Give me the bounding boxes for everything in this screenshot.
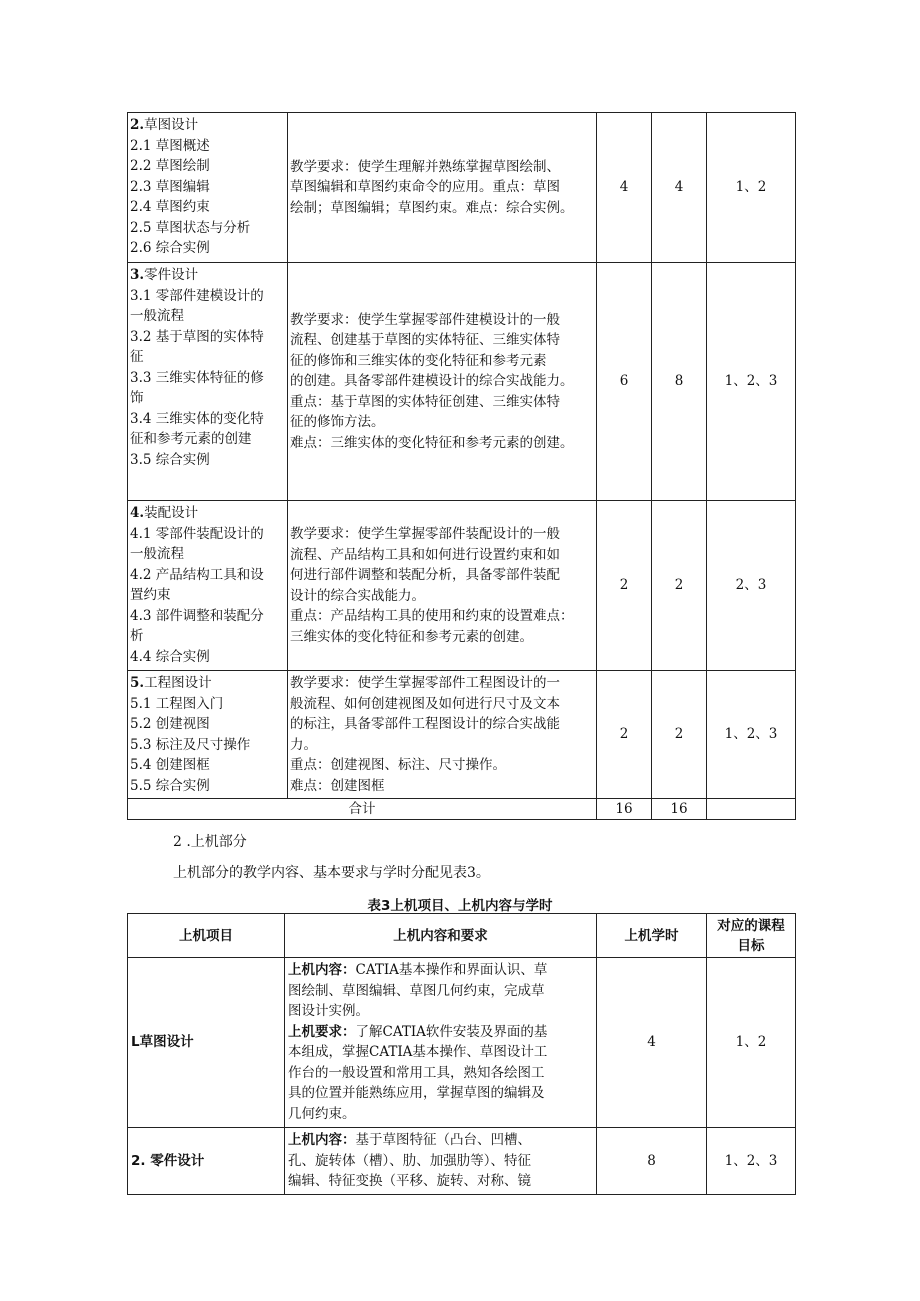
table-row bbox=[128, 263, 796, 501]
requirement-line: 力。 bbox=[290, 736, 317, 753]
header-goals: 对应的课程 目标 bbox=[707, 914, 796, 958]
topic-subitem: 4.1 零部件装配设计的 bbox=[130, 525, 264, 542]
topic-subitem: 征 bbox=[130, 349, 144, 365]
total-row bbox=[128, 799, 796, 820]
table-caption: 表3上机项目、上机内容与学时 bbox=[367, 898, 553, 914]
topic-cell bbox=[128, 501, 288, 671]
requirement-cell bbox=[288, 113, 597, 263]
topic-subitem: 置约束 bbox=[130, 587, 171, 603]
lab-content-label: 上机内容： bbox=[288, 962, 356, 978]
requirement-cell bbox=[288, 263, 597, 501]
table-row bbox=[128, 671, 796, 799]
topic-subitem: 5.2 创建视图 bbox=[130, 716, 210, 732]
total-goals bbox=[707, 799, 796, 820]
topic-subitem: 2.4 草图约束 bbox=[130, 199, 210, 215]
requirement-line: 般流程、如何创建视图及如何进行尺寸及文本 bbox=[290, 695, 560, 712]
topic-cell bbox=[128, 671, 288, 799]
topic-subitem: 4.3 部件调整和装配分 bbox=[130, 607, 264, 624]
lab-content bbox=[285, 1128, 597, 1195]
requirement-line: 何进行部件调整和装配分析，具备零部件装配 bbox=[290, 567, 560, 583]
requirement-line: 难点：创建图框 bbox=[290, 777, 385, 794]
lab-hours: 8 bbox=[597, 1128, 707, 1195]
lab-table bbox=[127, 913, 796, 1195]
topic-subitem: 5.4 创建图框 bbox=[130, 757, 210, 773]
practice-hours-cell: 2 bbox=[652, 501, 707, 671]
lab-content-line: 上机内容：CATIA基本操作和界面认识、草 bbox=[288, 962, 548, 978]
topic-subitem: 3.4 三维实体的变化特 bbox=[130, 410, 264, 427]
section-heading: 2 .上机部分 bbox=[173, 834, 247, 850]
requirement-line: 教学要求：使学生掌握零部件建模设计的一般 bbox=[290, 311, 560, 328]
theory-hours-cell: 6 bbox=[597, 263, 652, 501]
topic-subitem: 2.5 草图状态与分析 bbox=[130, 219, 251, 236]
topic-subitem: 5.3 标注及尺寸操作 bbox=[130, 736, 251, 753]
topic-subitem: 3.3 三维实体特征的修 bbox=[130, 369, 264, 386]
total-label: 合计 bbox=[128, 799, 597, 820]
requirement-cell bbox=[288, 671, 597, 799]
lab-content-line: 孔、旋转体（槽）、肋、加强肋等）、特征 bbox=[288, 1152, 531, 1169]
lab-content-line: 本组成，掌握CATIA基本操作、草图设计工 bbox=[288, 1044, 548, 1060]
practice-hours-cell: 2 bbox=[652, 671, 707, 799]
table-row bbox=[128, 113, 796, 263]
theory-hours-cell: 2 bbox=[597, 671, 652, 799]
requirement-line: 征的修饰方法。 bbox=[290, 414, 385, 431]
goals-cell: 1、2、3 bbox=[707, 263, 796, 501]
lab-project: 2. 零件设计 bbox=[128, 1128, 285, 1195]
lab-row bbox=[128, 958, 796, 1128]
table-row bbox=[128, 501, 796, 671]
topic-subitem: 4.4 综合实例 bbox=[130, 648, 210, 665]
topic-cell bbox=[128, 263, 288, 501]
topic-title: 4.装配设计 bbox=[130, 505, 199, 521]
lab-content-label: 上机要求： bbox=[288, 1023, 356, 1040]
header-content: 上机内容和要求 bbox=[285, 914, 597, 958]
requirement-line: 征的修饰和三维实体的变化特征和参考元素 bbox=[290, 352, 547, 369]
requirement-line: 教学要求：使学生掌握零部件工程图设计的一 bbox=[290, 675, 560, 691]
lab-content-line: 作台的一般设置和常用工具，熟知各绘图工 bbox=[288, 1064, 545, 1081]
lab-content-line: 编辑、特征变换（平移、旋转、对称、镜 bbox=[288, 1173, 531, 1189]
course-content-table bbox=[127, 112, 796, 820]
topic-title: 2.草图设计 bbox=[130, 117, 199, 133]
topic-subitem: 5.1 工程图入门 bbox=[130, 695, 224, 712]
topic-subitem: 一般流程 bbox=[130, 546, 184, 562]
topic-subitem: 一般流程 bbox=[130, 308, 184, 324]
practice-hours-cell: 8 bbox=[652, 263, 707, 501]
lab-goals: 1、2、3 bbox=[707, 1128, 796, 1195]
lab-content-line: 上机内容：基于草图特征（凸台、凹槽、 bbox=[288, 1132, 531, 1148]
requirement-line: 的标注，具备零部件工程图设计的综合实战能 bbox=[290, 716, 560, 732]
topic-subitem: 2.3 草图编辑 bbox=[130, 178, 210, 195]
topic-subitem: 5.5 综合实例 bbox=[130, 777, 210, 794]
lab-goals: 1、2 bbox=[707, 958, 796, 1128]
topic-subitem: 3.1 零部件建模设计的 bbox=[130, 287, 264, 304]
requirement-line: 的创建。具备零部件建模设计的综合实战能力。 bbox=[290, 373, 574, 390]
total-practice: 16 bbox=[652, 799, 707, 820]
goals-cell: 2、3 bbox=[707, 501, 796, 671]
requirement-line: 重点：产品结构工具的使用和约束的设置难点： bbox=[290, 608, 574, 624]
topic-subitem: 3.2 基于草图的实体特 bbox=[130, 328, 264, 345]
requirement-line: 重点：基于草图的实体特征创建、三维实体特 bbox=[290, 393, 560, 410]
requirement-line: 难点：三维实体的变化特征和参考元素的创建。 bbox=[290, 434, 574, 451]
lab-content-line: 几何约束。 bbox=[288, 1105, 356, 1122]
lab-content bbox=[285, 958, 597, 1128]
topic-title: 3.零件设计 bbox=[130, 267, 199, 283]
lab-project: L草图设计 bbox=[128, 958, 285, 1128]
topic-subitem: 2.6 综合实例 bbox=[130, 240, 210, 256]
theory-hours-cell: 4 bbox=[597, 113, 652, 263]
lab-content-line: 图绘制、草图编辑、草图几何约束，完成草 bbox=[288, 982, 545, 999]
topic-subitem: 4.2 产品结构工具和设 bbox=[130, 566, 264, 583]
topic-subitem: 征和参考元素的创建 bbox=[130, 431, 252, 447]
requirement-line: 教学要求：使学生掌握零部件装配设计的一般 bbox=[290, 526, 560, 542]
topic-cell bbox=[128, 113, 288, 263]
lab-row bbox=[128, 1128, 796, 1195]
requirement-line: 绘制；草图编辑；草图约束。难点：综合实例。 bbox=[290, 199, 574, 216]
lab-content-line: 具的位置并能熟练应用，掌握草图的编辑及 bbox=[288, 1085, 545, 1101]
topic-subitem: 析 bbox=[130, 628, 144, 644]
topic-subitem: 饰 bbox=[130, 390, 144, 406]
topic-title: 5.工程图设计 bbox=[130, 675, 212, 691]
section-paragraph: 上机部分的教学内容、基本要求与学时分配见表3。 bbox=[173, 865, 490, 881]
requirement-cell bbox=[288, 501, 597, 671]
practice-hours-cell: 4 bbox=[652, 113, 707, 263]
requirement-line: 流程、产品结构工具和如何进行设置约束和如 bbox=[290, 546, 560, 563]
goals-cell: 1、2、3 bbox=[707, 671, 796, 799]
topic-subitem: 2.1 草图概述 bbox=[130, 137, 210, 154]
goals-cell: 1、2 bbox=[707, 113, 796, 263]
lab-content-line: 图设计实例。 bbox=[288, 1003, 369, 1019]
requirement-line: 流程、创建基于草图的实体特征、三维实体特 bbox=[290, 332, 560, 349]
theory-hours-cell: 2 bbox=[597, 501, 652, 671]
topic-subitem: 2.2 草图绘制 bbox=[130, 158, 210, 174]
requirement-line: 草图编辑和草图约束命令的应用。重点：草图 bbox=[290, 179, 560, 196]
lab-hours: 4 bbox=[597, 958, 707, 1128]
lab-content-line: 上机要求：了解CATIA软件安装及界面的基 bbox=[288, 1023, 548, 1040]
lab-content-label: 上机内容： bbox=[288, 1132, 356, 1148]
header-hours: 上机学时 bbox=[597, 914, 707, 958]
requirement-line: 重点：创建视图、标注、尺寸操作。 bbox=[290, 757, 506, 773]
requirement-line: 教学要求：使学生理解并熟练掌握草图绘制、 bbox=[290, 158, 560, 175]
topic-subitem: 3.5 综合实例 bbox=[130, 451, 210, 468]
requirement-line: 三维实体的变化特征和参考元素的创建。 bbox=[290, 628, 533, 645]
requirement-line: 设计的综合实战能力。 bbox=[290, 587, 425, 604]
total-theory: 16 bbox=[597, 799, 652, 820]
header-project: 上机项目 bbox=[128, 914, 285, 958]
